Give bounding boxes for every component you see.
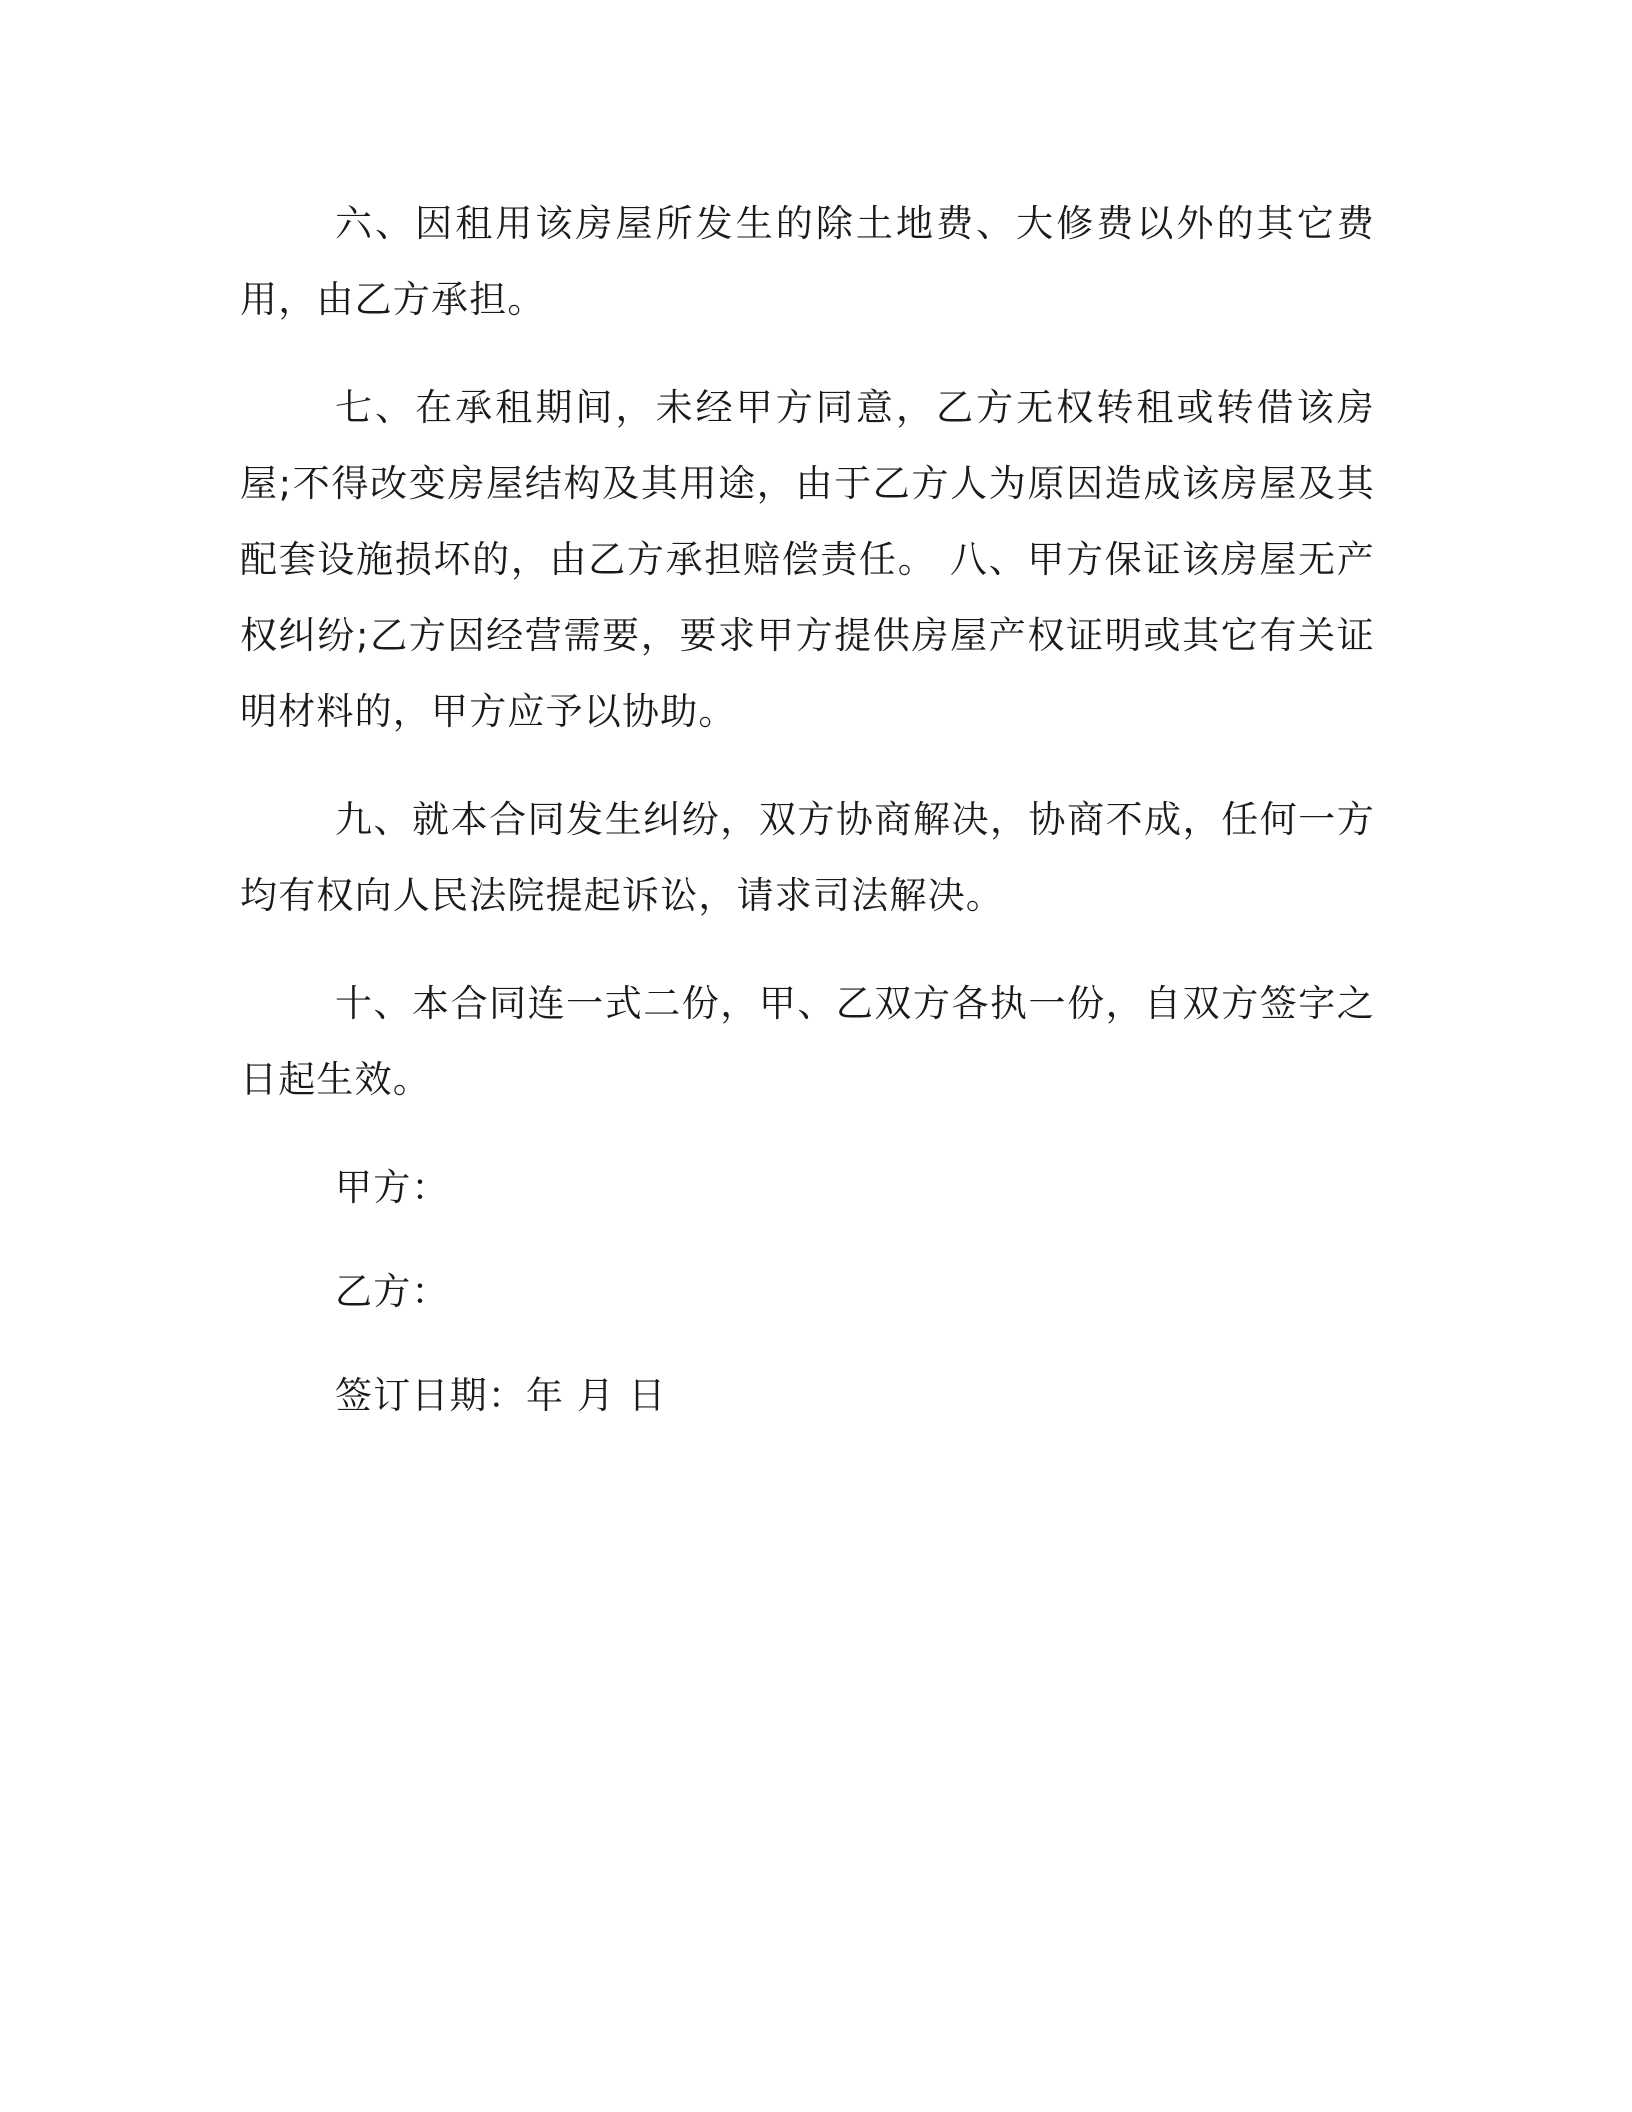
clause-6-paragraph: 六、因租用该房屋所发生的除土地费、大修费以外的其它费用，由乙方承担。 [240,202,1375,321]
clause-7-8-paragraph: 七、在承租期间，未经甲方同意，乙方无权转租或转借该房屋;不得改变房屋结构及其用途，由于乙方人为原因造成该房屋及其配套设施损坏的，由乙方承担赔偿责任。 八、甲方保证该房屋无产权纠纷;乙方因经营需要，要求甲方提供房屋产权证明或其它有关证明材料的，甲方应予以协助。 [240,386,1375,733]
document-body [240,186,1375,1462]
party-b-signature-line: 乙方： [335,1270,450,1313]
party-a-signature-line: 甲方： [335,1166,450,1209]
clause-9-paragraph: 九、就本合同发生纠纷，双方协商解决，协商不成，任何一方均有权向人民法院提起诉讼，请求司法解决。 [240,798,1375,917]
clause-10-paragraph: 十、本合同连一式二份，甲、乙双方各执一份，自双方签字之日起生效。 [240,982,1375,1101]
signing-date-line: 签订日期：年 月 日 [335,1374,667,1417]
